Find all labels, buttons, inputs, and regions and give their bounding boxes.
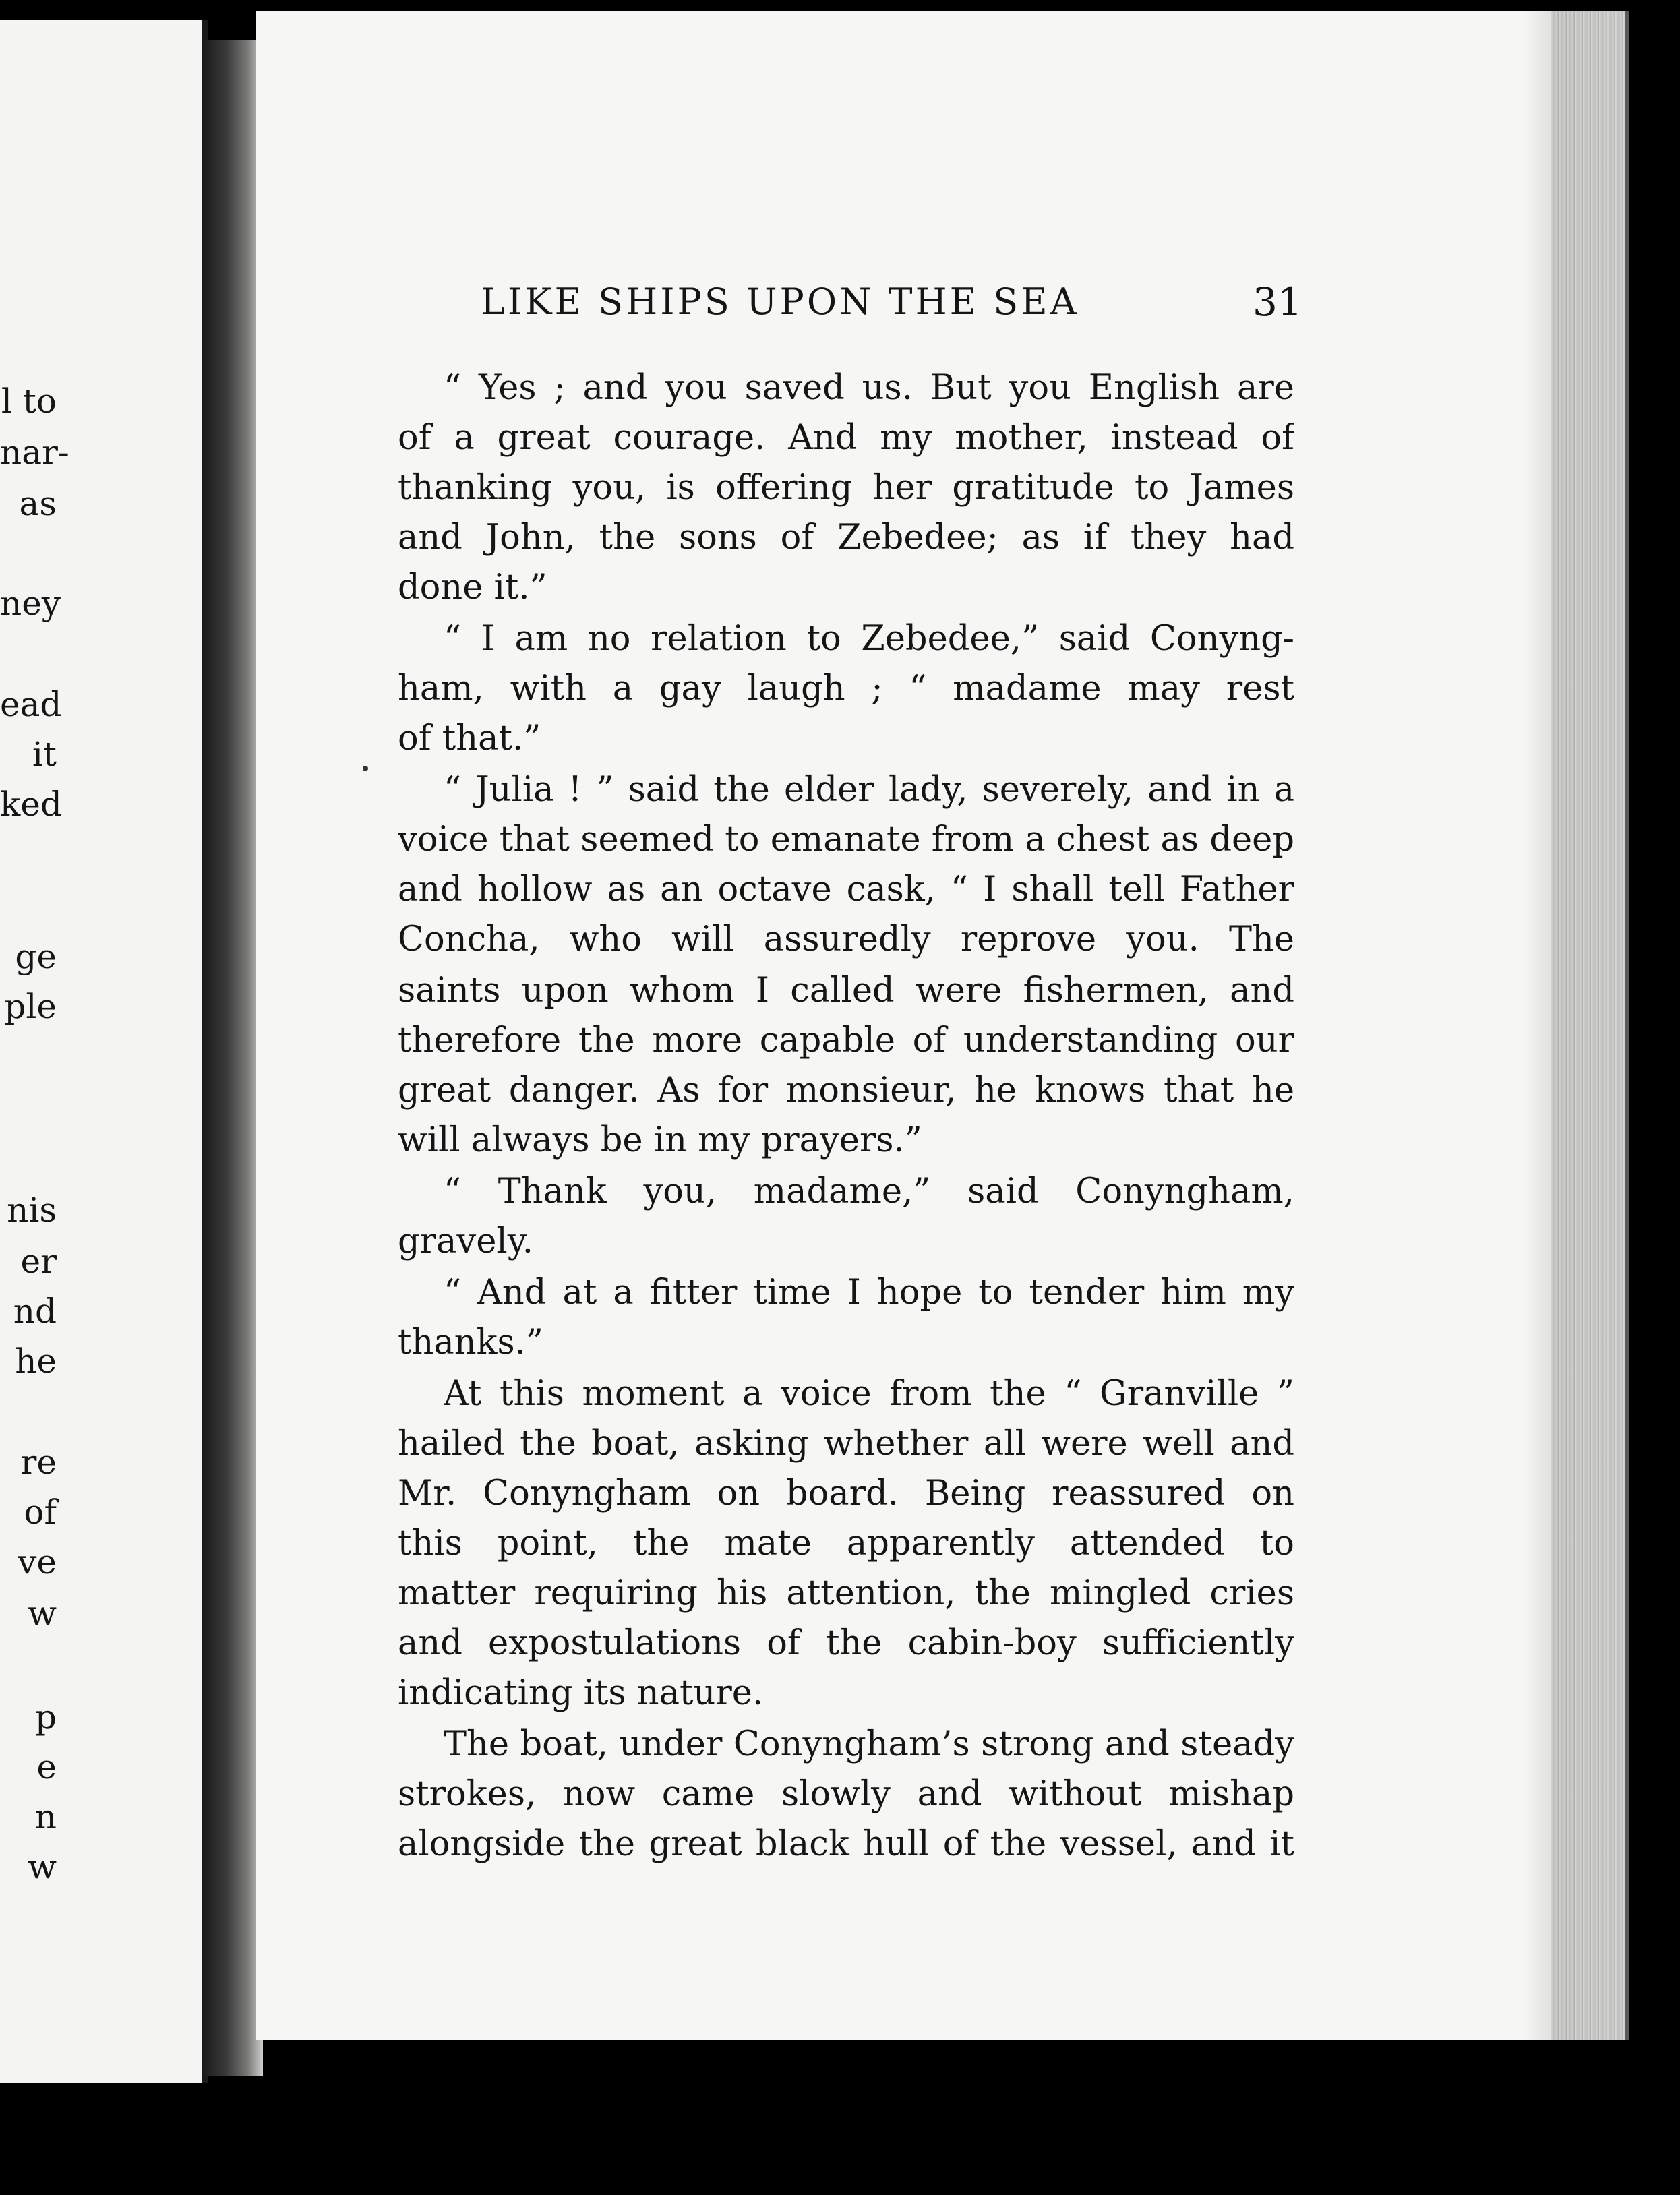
body-line: done it.”	[398, 568, 547, 607]
body-line: and hollow as an octave cask, “ I shall tell Father	[398, 870, 1294, 909]
book-gutter	[202, 40, 263, 2076]
facing-page-fragment: ney	[0, 584, 61, 623]
facing-page-fragment: w	[28, 1594, 57, 1633]
body-line: matter requiring his attention, the mingled cries	[398, 1573, 1294, 1613]
body-line: “ I am no relation to Zebedee,” said Conyng-	[444, 619, 1294, 659]
facing-page-fragment: ve	[18, 1542, 57, 1582]
facing-page-fragment: ead	[0, 685, 62, 724]
facing-page-fragment: nis	[7, 1191, 57, 1230]
facing-page-fragment: as	[19, 484, 57, 523]
facing-page-fragment: w	[28, 1847, 57, 1886]
body-line: saints upon whom I called were fishermen, and	[398, 971, 1294, 1011]
facing-page-fragment: nd	[13, 1292, 57, 1331]
facing-page	[0, 20, 208, 2083]
body-line: and expostulations of the cabin-boy sufficiently	[398, 1623, 1294, 1663]
facing-page-fragment: it	[32, 735, 57, 774]
facing-page-fragment: of	[24, 1493, 57, 1532]
facing-page-fragment: nar-	[0, 433, 69, 472]
body-line: “ And at a fitter time I hope to tender him my	[444, 1273, 1294, 1313]
page-number: 31	[1253, 279, 1302, 325]
body-line: thanks.”	[398, 1323, 543, 1362]
facing-page-fragment: he	[15, 1342, 57, 1381]
body-line: “ Yes ; and you saved us. But you English are	[444, 368, 1294, 408]
body-line: therefore the more capable of understanding our	[398, 1021, 1294, 1060]
facing-page-fragment: ge	[15, 937, 57, 976]
body-line: Concha, who will assuredly reprove you. The	[398, 920, 1294, 959]
ink-speck	[363, 766, 368, 771]
body-line: alongside the great black hull of the vessel, and it	[398, 1824, 1294, 1864]
running-head: LIKE SHIPS UPON THE SEA	[481, 280, 1079, 323]
body-line: At this moment a voice from the “ Granville ”	[444, 1374, 1294, 1414]
body-line: The boat, under Conyngham’s strong and steady	[444, 1724, 1294, 1764]
body-line: Mr. Conyngham on board. Being reassured on	[398, 1474, 1294, 1513]
body-line: voice that seemed to emanate from a chest as deep	[398, 820, 1294, 860]
facing-page-fragment: p	[34, 1697, 57, 1737]
facing-page-fragment: e	[36, 1747, 57, 1786]
page-edges	[1551, 11, 1629, 2040]
body-line: indicating its nature.	[398, 1673, 764, 1713]
body-line: of that.”	[398, 719, 541, 758]
facing-page-fragment: ked	[0, 785, 62, 824]
body-line: and John, the sons of Zebedee; as if they had	[398, 518, 1294, 558]
body-line: gravely.	[398, 1222, 533, 1261]
facing-page-fragment: n	[34, 1797, 57, 1836]
body-line: thanking you, is offering her gratitude to James	[398, 468, 1294, 508]
body-line: will always be in my prayers.”	[398, 1120, 922, 1160]
body-line: “ Julia ! ” said the elder lady, severely, and in a	[444, 770, 1294, 810]
facing-page-fragment: re	[20, 1443, 57, 1482]
body-line: “ Thank you, madame,” said Conyngham,	[444, 1172, 1294, 1211]
facing-page-fragment: l to	[1, 382, 57, 421]
body-line: ham, with a gay laugh ; “ madame may rest	[398, 669, 1294, 709]
body-line: great danger. As for monsieur, he knows that he	[398, 1071, 1294, 1110]
body-line: strokes, now came slowly and without mishap	[398, 1774, 1294, 1814]
body-line: of a great courage. And my mother, instead of	[398, 418, 1294, 458]
facing-page-fragment: er	[20, 1242, 57, 1281]
body-line: this point, the mate apparently attended to	[398, 1524, 1294, 1563]
facing-page-fragment: ple	[4, 987, 57, 1026]
body-line: hailed the boat, asking whether all were well and	[398, 1424, 1294, 1464]
